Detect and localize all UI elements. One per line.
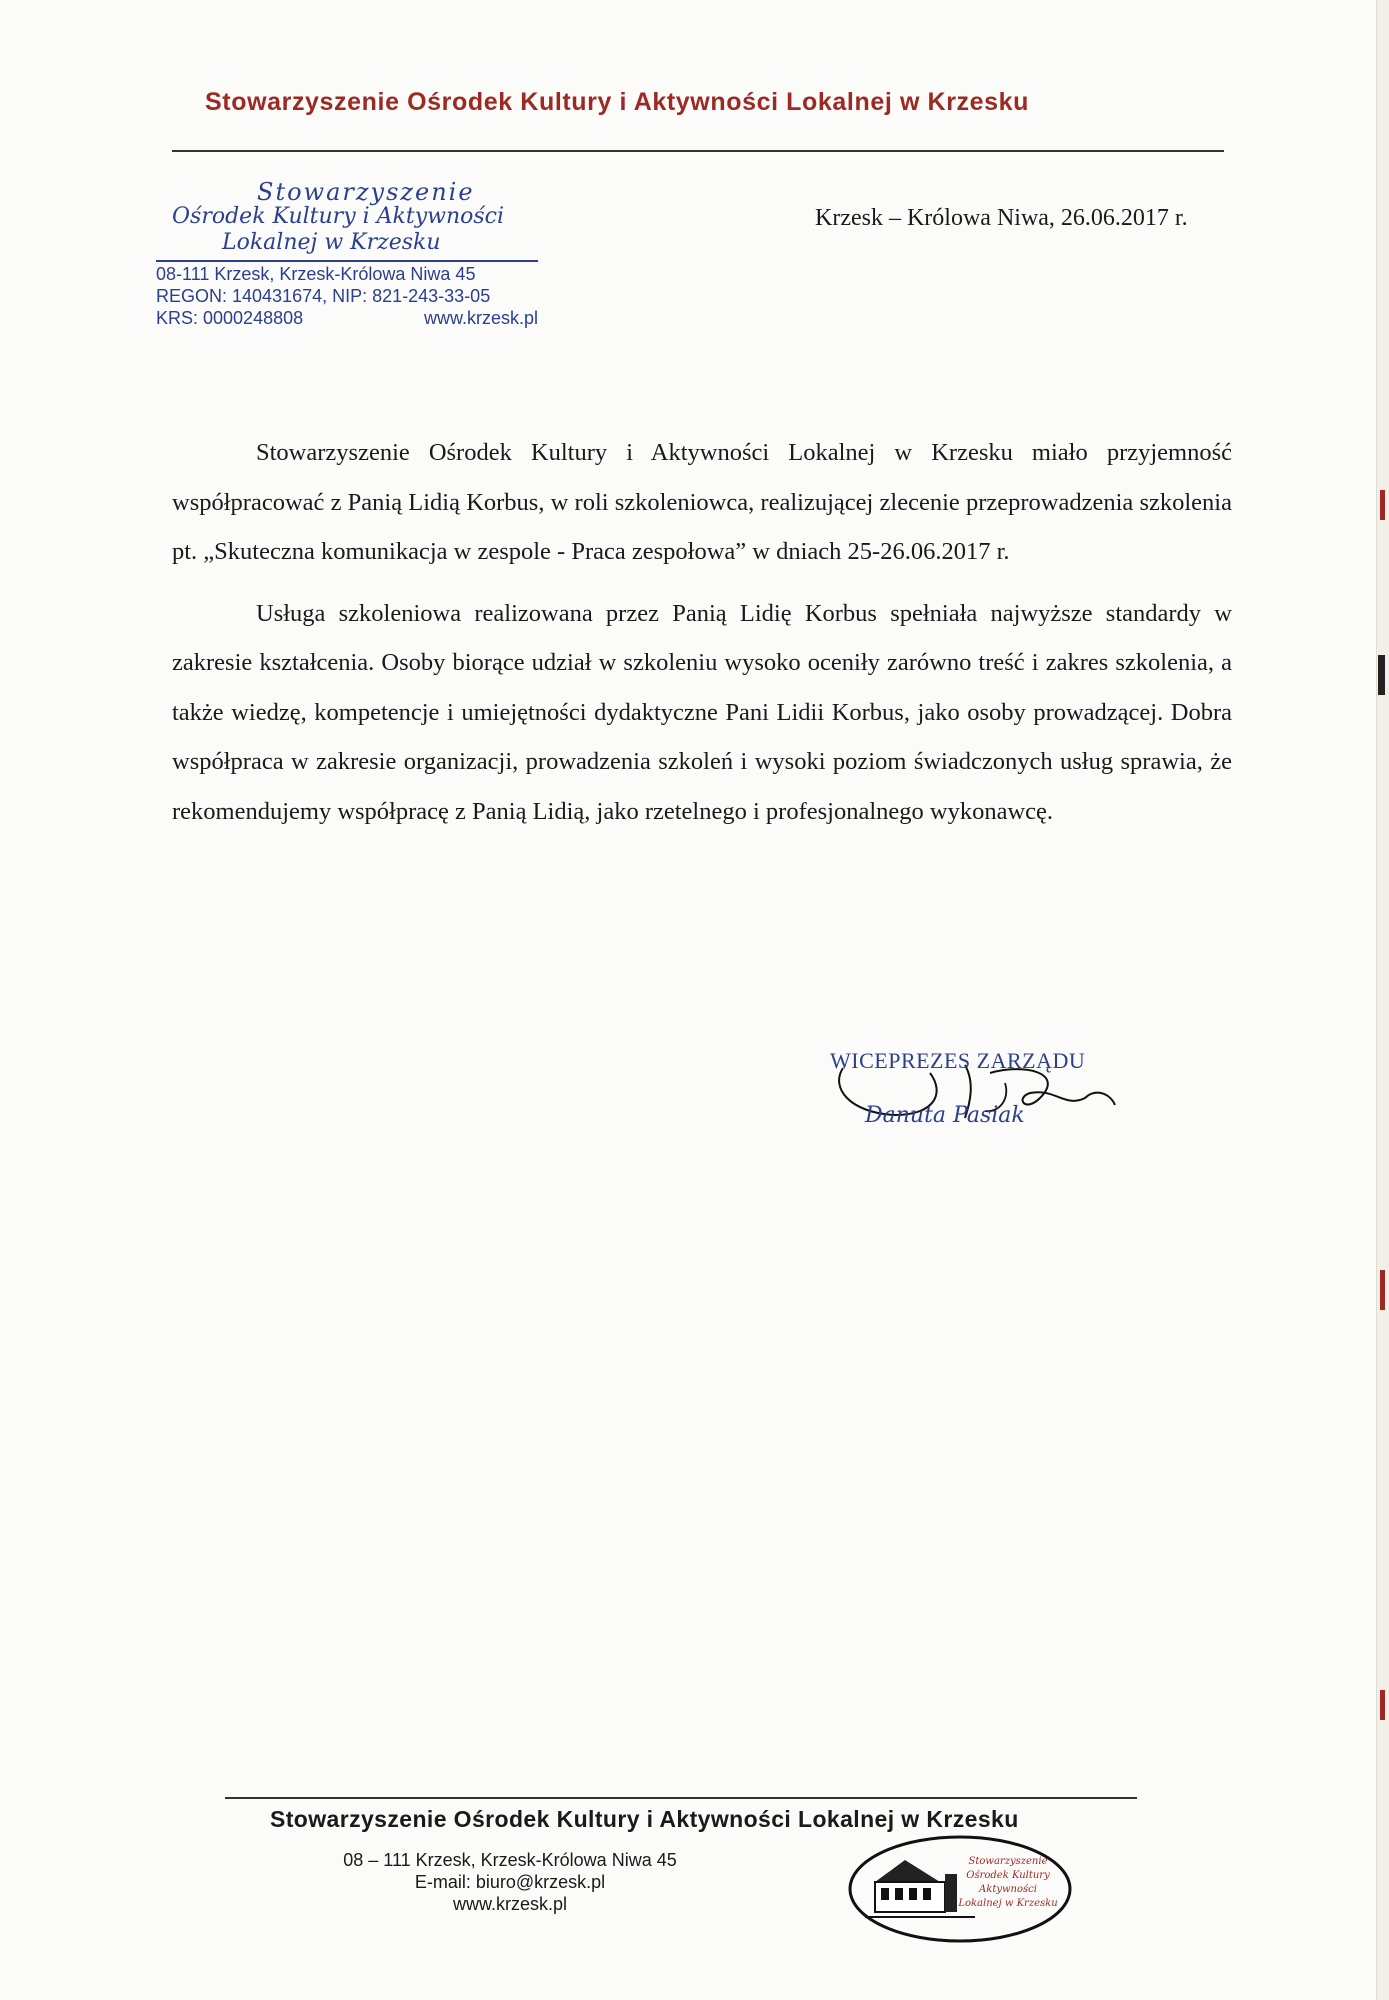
footer-address: 08 – 111 Krzesk, Krzesk-Królowa Niwa 45 [343, 1850, 677, 1870]
signature-block [825, 1043, 1135, 1143]
footer-www: www.krzesk.pl [452, 1894, 568, 1914]
stamp-rule [156, 260, 538, 262]
signatory-name: Danuta Pasiak [865, 1103, 1025, 1128]
letter-date: Krzesk – Królowa Niwa, 26.06.2017 r. [815, 205, 1188, 231]
stamp-krs-row [156, 308, 538, 329]
edge-mark [1380, 490, 1385, 520]
letterhead-rule [172, 150, 1224, 152]
stamp-line-1: Stowarzyszenie [257, 178, 475, 206]
footer-title: Stowarzyszenie Ośrodek Kultury i Aktywności Lokalnej w Krzesku [270, 1806, 1019, 1832]
body-paragraph: Stowarzyszenie Ośrodek Kultury i Aktywności Lokalnej w Krzesku miało przyjemność współpracować z Panią Lidią Korbus, w roli szkoleniowca, realizującej zlecenie przeprowadzenia szkolenia pt. „Skuteczna komunikacja w zespole - Praca zespołowa” w dniach 25-26.06.2017 r. [172, 439, 1232, 565]
edge-mark [1380, 1690, 1385, 1720]
edge-mark [1380, 1270, 1385, 1310]
logo-text: Stowarzyszenie Ośrodek Kultury Aktywności Lokalnej w Krzesku [958, 1856, 1058, 1909]
body-paragraph: Usługa szkoleniowa realizowana przez Panią Lidię Korbus spełniała najwyższe standardy w zakresie kształcenia. Osoby biorące udział w szkoleniu wysoko oceniły zarówno treść i zakres szkolenia, a także wiedzę, kompetencje i umiejętności dydaktyczne Pani Lidii Korbus, jako osoby prowadzącej. Dobra współpraca w zakresie organizacji, prowadzenia szkoleń i wysoki poziom świadczonych usług sprawia, że rekomendujemy współpracę z Panią Lidią, jako rzetelnego i profesjonalnego wykonawcę. [172, 599, 1232, 825]
footer-rule [225, 1797, 1137, 1799]
footer-email: E-mail: biuro@krzesk.pl [414, 1872, 606, 1892]
stamp-line-2: Ośrodek Kultury i Aktywności [172, 204, 505, 229]
stamp-krs: KRS: 0000248808 [156, 308, 304, 328]
stamp-ids: REGON: 140431674, NIP: 821-243-33-05 [156, 286, 491, 306]
letter-body [172, 428, 1232, 848]
organization-stamp [152, 178, 552, 338]
stamp-www: www.krzesk.pl [423, 308, 538, 328]
stamp-line-3: Lokalnej w Krzesku [222, 230, 441, 255]
edge-mark [1378, 655, 1385, 695]
stamp-address: 08-111 Krzesk, Krzesk-Królowa Niwa 45 [156, 264, 476, 284]
letterhead-title: Stowarzyszenie Ośrodek Kultury i Aktywności Lokalnej w Krzesku [205, 88, 1030, 116]
signatory-title: WICEPREZES ZARZĄDU [830, 1048, 1086, 1073]
